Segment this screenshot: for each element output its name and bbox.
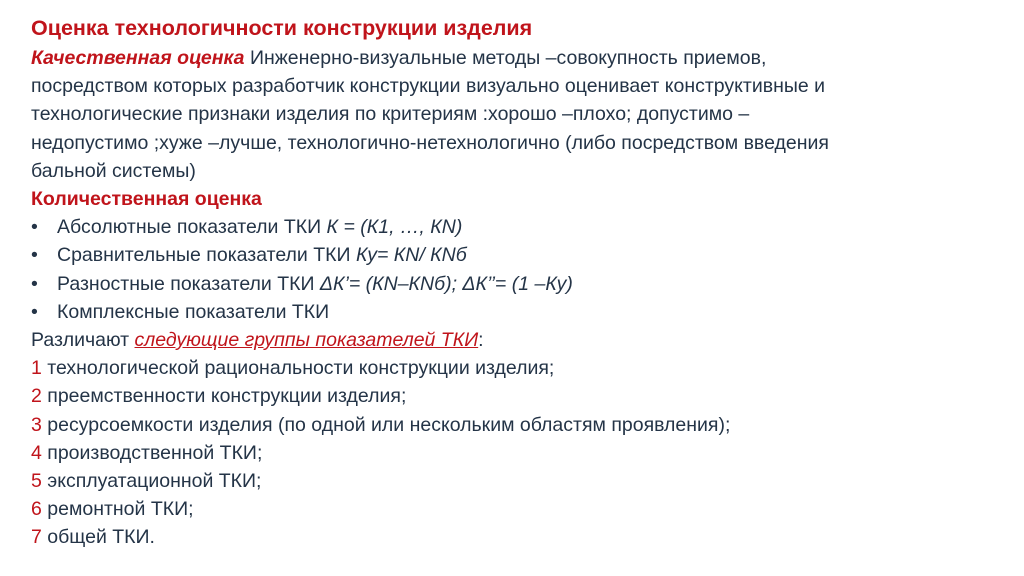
group-item: [31, 467, 1006, 495]
group-number: 7: [31, 526, 42, 549]
groups-intro-emphasis: следующие группы показателей ТКИ: [134, 329, 479, 352]
group-item: [31, 382, 1006, 410]
bullet-item: [31, 241, 1006, 269]
group-item: [31, 354, 1006, 382]
slide-content: [31, 14, 1006, 552]
bullet-text: Разностные показатели ТКИ: [57, 272, 320, 295]
qualitative-paragraph: [31, 44, 1006, 185]
bullet-marker: •: [31, 300, 38, 323]
qualitative-text-line: посредством которых разработчик конструкции визуально оценивает конструктивные и: [31, 75, 826, 98]
group-item: [31, 411, 1006, 439]
bullet-formula: ΔК’= (КN–КNб); ΔК’’= (1 –Ку): [319, 272, 573, 295]
qualitative-text-line: технологические признаки изделия по критериям :хорошо –плохо; допустимо –: [31, 103, 750, 126]
bullet-item: [31, 270, 1006, 298]
group-number: 3: [31, 413, 42, 436]
group-text: технологической рациональности конструкции изделия;: [41, 357, 555, 380]
bullet-formula: Ку= КN/ КNб: [355, 244, 467, 267]
qualitative-line-1: [31, 44, 1006, 72]
groups-intro-suffix: :: [478, 329, 484, 352]
bullet-formula: К = (К1, …, КN): [326, 216, 463, 239]
group-number: 2: [31, 385, 42, 408]
group-item: [31, 523, 1006, 551]
bullet-text: Сравнительные показатели ТКИ: [57, 244, 356, 267]
group-text: ремонтной ТКИ;: [41, 498, 194, 521]
groups-intro-prefix: Различают: [31, 329, 135, 352]
group-text: общей ТКИ.: [41, 526, 155, 549]
bullet-marker: •: [31, 216, 38, 239]
group-text: эксплуатационной ТКИ;: [41, 470, 262, 493]
qualitative-text-line: недопустимо ;хуже –лучше, технологично-нетехнологично (либо посредством введения: [31, 131, 829, 154]
bullet-text: Комплексные показатели ТКИ: [57, 300, 330, 323]
bullet-text: Абсолютные показатели ТКИ: [57, 216, 327, 239]
group-number: 6: [31, 498, 42, 521]
qualitative-text-line: бальной системы): [31, 159, 196, 182]
qualitative-label: Качественная оценка: [31, 47, 245, 69]
bullet-item: [31, 298, 1006, 326]
groups-intro: [31, 326, 1006, 354]
bullet-item: [31, 213, 1006, 241]
group-item: [31, 495, 1006, 523]
bullet-marker: •: [31, 244, 38, 267]
group-number: 5: [31, 470, 42, 493]
slide-title: Оценка технологичности конструкции изделия: [31, 16, 533, 40]
group-text: ресурсоемкости изделия (по одной или нескольким областям проявления);: [41, 413, 731, 436]
group-number: 1: [31, 357, 42, 380]
qualitative-text-line: Инженерно-визуальные методы –совокупность приемов,: [244, 47, 767, 69]
quantitative-bullet-list: [31, 213, 1006, 326]
quantitative-heading: Количественная оценка: [31, 188, 262, 211]
group-number: 4: [31, 441, 42, 464]
group-text: преемственности конструкции изделия;: [41, 385, 407, 408]
group-text: производственной ТКИ;: [41, 441, 263, 464]
groups-numbered-list: [31, 354, 1006, 551]
bullet-marker: •: [31, 272, 38, 295]
group-item: [31, 439, 1006, 467]
